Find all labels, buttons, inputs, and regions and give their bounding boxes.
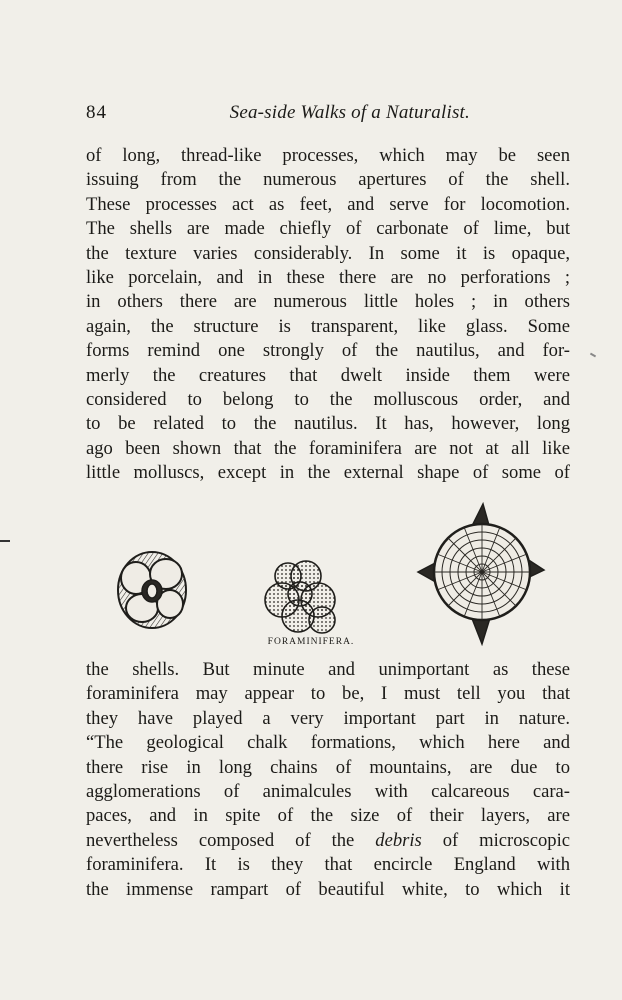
shell-right-drawing	[418, 504, 544, 644]
margin-speck	[590, 353, 596, 358]
text-line: the texture varies considerably. In some it is opaque,	[86, 242, 570, 264]
text-line: ago been shown that the foraminifera are not at all like	[86, 437, 570, 459]
shell-middle-drawing	[265, 561, 335, 633]
foraminifera-illustration	[100, 496, 550, 646]
text-line: issuing from the numerous apertures of the shell.	[86, 169, 570, 191]
page-header	[86, 100, 470, 128]
text-line: agglomerations of animalcules with calcareous cara-	[86, 780, 570, 802]
text-line: The shells are made chiefly of carbonate of lime, but	[86, 218, 570, 240]
text-line: of long, thread-like processes, which may be seen	[86, 145, 570, 166]
text-line: the immense rampart of beautiful white, to which it	[86, 878, 570, 900]
text-line: merly the creatures that dwelt inside them were	[86, 364, 570, 386]
text-line: to be related to the nautilus. It has, however, long	[86, 413, 570, 435]
figure-caption: FORAMINIFERA.	[267, 637, 355, 647]
text-line: little molluscs, except in the external shape of some of	[86, 462, 570, 484]
text-line: again, the structure is transparent, like glass. Some	[86, 315, 570, 337]
text-line: foraminifera. It is they that encircle England with	[86, 854, 570, 876]
text-line italic-mixed: nevertheless composed of the debris of microscopic	[86, 829, 570, 851]
text-line: considered to belong to the molluscous order, and	[86, 388, 570, 410]
italic-word: debris	[375, 829, 422, 851]
running-title: Sea-side Walks of a Naturalist.	[229, 102, 470, 123]
paragraph-bottom	[86, 658, 570, 902]
text-line: These processes act as feet, and serve for locomotion.	[86, 193, 570, 215]
text-line: paces, and in spite of the size of their layers, are	[86, 805, 570, 827]
page-number: 84	[86, 102, 107, 123]
text-line: foraminifera may appear to be, I must tell you that	[86, 683, 570, 705]
text-line: “The geological chalk formations, which here and	[86, 732, 570, 754]
text-line: they have played a very important part in nature.	[86, 707, 570, 729]
text-line: the shells. But minute and unimportant as these	[86, 659, 570, 680]
shell-left-drawing	[118, 552, 186, 628]
text-line: like porcelain, and in these there are no perforations ;	[86, 266, 570, 288]
margin-mark	[0, 540, 10, 542]
paragraph-top	[86, 144, 570, 485]
text-line: forms remind one strongly of the nautilus, and for-	[86, 340, 570, 362]
text-line: in others there are numerous little holes ; in others	[86, 291, 570, 313]
text-line: there rise in long chains of mountains, are due to	[86, 756, 570, 778]
